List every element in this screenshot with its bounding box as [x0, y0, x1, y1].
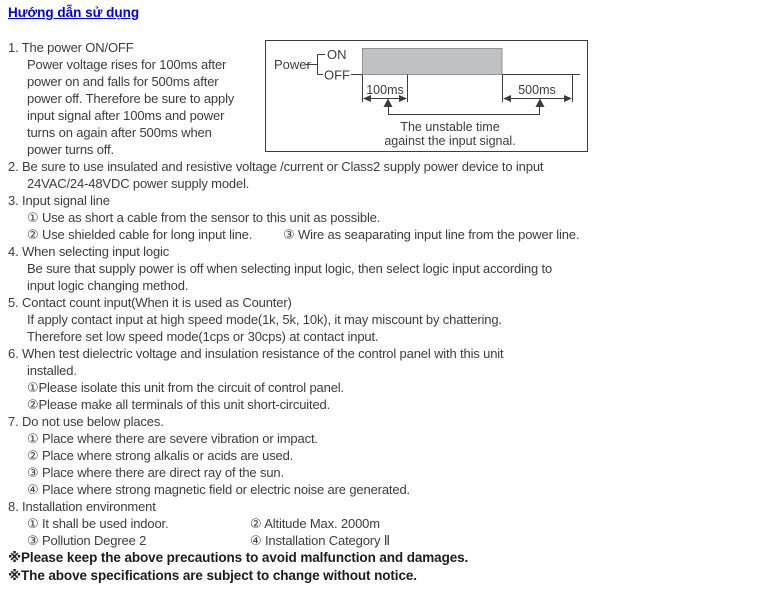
- instruction-line-text: 2. Be sure to use insulated and resistive voltage /current or Class2 supply power device to input: [8, 159, 544, 174]
- power-label: Power: [274, 57, 311, 72]
- instruction-line-text: power on and falls for 500ms after: [27, 74, 219, 89]
- instruction-line-text: installed.: [27, 363, 77, 378]
- instruction-line-text: 6. When test dielectric voltage and insulation resistance of the control panel with this unit: [8, 346, 504, 361]
- instruction-line: [0, 209, 778, 226]
- instruction-line: [0, 328, 778, 345]
- instruction-line-text-col2: ④ Installation Category Ⅱ: [250, 533, 391, 548]
- instruction-line-text: 3. Input signal line: [8, 193, 110, 208]
- instruction-line-text-col2: ② Altitude Max. 2000m: [250, 516, 380, 531]
- unstable-caption-line1: The unstable time: [400, 120, 500, 134]
- instruction-line-text: Therefore set low speed mode(1cps or 30cps) at contact input.: [27, 329, 379, 344]
- instruction-line: [0, 481, 778, 498]
- unstable-caption-line2: against the input signal.: [384, 134, 516, 148]
- instruction-line: [0, 158, 778, 175]
- instruction-line: [0, 362, 778, 379]
- instruction-line-text: Be sure that supply power is off when selecting input logic, then select logic input according to: [27, 261, 553, 276]
- instruction-line-text: ③ Pollution Degree 2: [27, 533, 147, 548]
- instruction-line-text: ① Use as short a cable from the sensor to this unit as possible.: [27, 210, 381, 225]
- precaution-note: ※Please keep the above precautions to avoid malfunction and damages.: [8, 550, 469, 565]
- off-label: OFF: [324, 67, 350, 83]
- instruction-line: [0, 498, 778, 515]
- instruction-line: [0, 515, 778, 532]
- power-timing-diagram: [265, 40, 588, 152]
- instruction-line-text: power off. Therefore be sure to apply: [27, 91, 235, 106]
- instruction-line-text: ①Please isolate this unit from the circuit of control panel.: [27, 380, 344, 395]
- page-title-link[interactable]: Hướng dẫn sử dụng: [8, 5, 140, 20]
- instruction-line-text: 24VAC/24-48VDC power supply model.: [27, 176, 250, 191]
- t1-label: 100ms: [366, 83, 404, 97]
- instruction-line: [0, 464, 778, 481]
- t2-label: 500ms: [518, 83, 556, 97]
- instruction-line-text: 7. Do not use below places.: [8, 414, 164, 429]
- instruction-line: [0, 175, 778, 192]
- instruction-line-text: 8. Installation environment: [8, 499, 156, 514]
- instruction-line: [0, 226, 778, 243]
- instruction-line-text: 1. The power ON/OFF: [8, 40, 134, 55]
- instruction-line-text: ③ Place where there are direct ray of the sun.: [27, 465, 284, 480]
- instruction-line-text: ① It shall be used indoor.: [27, 516, 169, 531]
- instruction-line: [0, 430, 778, 447]
- footer-notes: [8, 549, 778, 585]
- instruction-line-text: ②Please make all terminals of this unit short-circuited.: [27, 397, 331, 412]
- instruction-line-text: power turns off.: [27, 142, 114, 157]
- instruction-line-text: 5. Contact count input(When it is used as Counter): [8, 295, 292, 310]
- instruction-line: [0, 277, 778, 294]
- instruction-line-text: ② Use shielded cable for long input line.: [27, 227, 253, 242]
- instruction-line-text: ① Place where there are severe vibration or impact.: [27, 431, 318, 446]
- instruction-line: [0, 260, 778, 277]
- instruction-line: [0, 345, 778, 362]
- instruction-line: [0, 243, 778, 260]
- instruction-line: [0, 311, 778, 328]
- instruction-line-text: ④ Place where strong magnetic field or electric noise are generated.: [27, 482, 410, 497]
- instruction-line: [0, 532, 778, 549]
- instruction-line: [0, 447, 778, 464]
- instruction-line-text: input signal after 100ms and power: [27, 108, 225, 123]
- instruction-line: [0, 294, 778, 311]
- instruction-line-text-col2: ③ Wire as seaparating input line from the power line.: [283, 227, 580, 242]
- instruction-line-text: input logic changing method.: [27, 278, 189, 293]
- instruction-line-text: turns on again after 500ms when: [27, 125, 212, 140]
- instruction-line: [0, 192, 778, 209]
- instruction-line-text: Power voltage rises for 100ms after: [27, 57, 227, 72]
- instruction-line: [0, 379, 778, 396]
- instruction-line: [0, 413, 778, 430]
- instruction-line: [0, 396, 778, 413]
- instruction-line-text: ② Place where strong alkalis or acids are used.: [27, 448, 294, 463]
- power-pulse-rect: [363, 49, 503, 75]
- specification-note: ※The above specifications are subject to change without notice.: [8, 568, 417, 583]
- on-label: ON: [327, 47, 347, 62]
- instruction-line-text: If apply contact input at high speed mode(1k, 5k, 10k), it may miscount by chattering.: [27, 312, 502, 327]
- instruction-line-text: 4. When selecting input logic: [8, 244, 170, 259]
